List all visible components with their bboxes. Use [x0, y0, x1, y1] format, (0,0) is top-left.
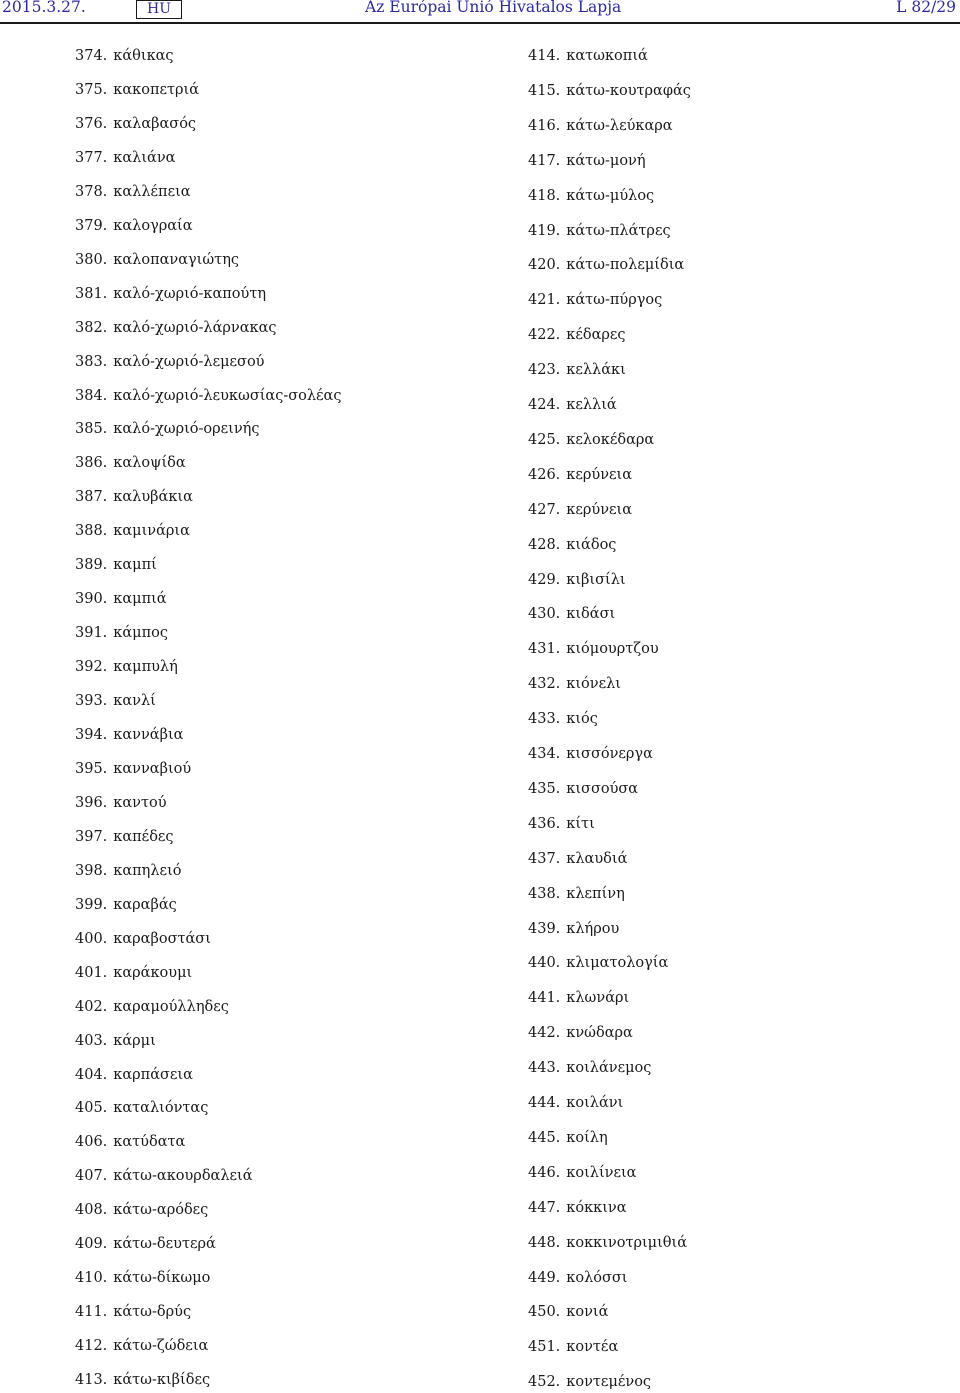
list-item: [75, 793, 167, 813]
list-item: [528, 1268, 628, 1288]
place-name: καμπί: [113, 557, 157, 574]
place-name: κάτω-μονή: [566, 152, 646, 169]
list-item: [75, 623, 168, 643]
list-item: [528, 988, 629, 1008]
list-item: [528, 46, 648, 66]
place-name: κάτω-κιβίδες: [113, 1372, 211, 1389]
page-header: [0, 0, 960, 22]
list-item: [528, 255, 684, 275]
list-item: [75, 453, 186, 473]
list-item: [75, 691, 156, 711]
item-number: 413.: [75, 1372, 108, 1389]
list-item: [75, 1065, 193, 1085]
place-name: κέδαρες: [566, 327, 626, 344]
list-item: [528, 953, 668, 973]
item-number: 449.: [528, 1269, 561, 1286]
list-item: [75, 759, 191, 779]
place-name: κοιλίνεια: [566, 1164, 637, 1181]
list-item: [528, 535, 616, 555]
item-number: 399.: [75, 896, 108, 913]
list-item: [528, 1337, 618, 1357]
item-number: 422.: [528, 327, 561, 344]
place-name: καλυβάκια: [113, 489, 193, 506]
list-item: [75, 963, 192, 983]
list-item: [528, 325, 626, 345]
item-number: 404.: [75, 1066, 108, 1083]
header-divider: [0, 22, 960, 24]
place-name: κάτω-μύλος: [566, 187, 655, 204]
list-item: [528, 1198, 627, 1218]
place-name: κακοπετριά: [113, 81, 200, 98]
list-item: [75, 997, 229, 1017]
item-number: 427.: [528, 501, 561, 518]
list-item: [75, 182, 191, 202]
list-item: [75, 1370, 210, 1390]
list-item: [528, 151, 646, 171]
item-number: 425.: [528, 431, 561, 448]
list-item: [528, 81, 691, 101]
list-item: [75, 386, 341, 406]
list-item: [75, 1166, 253, 1186]
list-item: [75, 250, 239, 270]
item-number: 433.: [528, 711, 561, 728]
item-number: 386.: [75, 455, 108, 472]
item-number: 435.: [528, 780, 561, 797]
item-number: 393.: [75, 693, 108, 710]
list-item: [528, 1023, 633, 1043]
item-number: 451.: [528, 1339, 561, 1356]
list-item: [75, 1336, 208, 1356]
item-number: 428.: [528, 536, 561, 553]
list-item: [75, 318, 277, 338]
list-item: [75, 895, 177, 915]
item-number: 452.: [528, 1374, 561, 1391]
place-name: κοιλάνεμος: [566, 1060, 652, 1077]
item-number: 436.: [528, 815, 561, 832]
place-name: καλαβασός: [113, 115, 197, 132]
item-number: 447.: [528, 1199, 561, 1216]
item-number: 443.: [528, 1060, 561, 1077]
place-name: καλογραία: [113, 217, 193, 234]
item-number: 415.: [528, 82, 561, 99]
place-name: καλό-χωριό-καπούτη: [113, 285, 267, 302]
list-item: [75, 827, 174, 847]
list-item: [75, 1234, 216, 1254]
page-number: L 82/29: [896, 0, 956, 16]
item-number: 444.: [528, 1095, 561, 1111]
list-item: [75, 1302, 191, 1322]
place-name: κιβισίλι: [566, 571, 626, 588]
item-number: 379.: [75, 217, 108, 234]
item-number: 419.: [528, 222, 561, 239]
item-number: 423.: [528, 362, 561, 379]
place-name: κελλιά: [566, 397, 617, 413]
item-number: 434.: [528, 746, 561, 762]
item-number: 407.: [75, 1168, 108, 1185]
item-number: 416.: [528, 117, 561, 134]
list-item: [528, 1058, 651, 1078]
place-name: κόκκινα: [566, 1199, 627, 1216]
item-number: 389.: [75, 557, 108, 574]
list-item: [75, 521, 190, 541]
list-item: [528, 1233, 687, 1253]
item-number: 408.: [75, 1202, 108, 1219]
place-name: καραβοστάσι: [113, 930, 211, 947]
place-name: κάτω-αρόδες: [113, 1202, 209, 1219]
place-name: καμπυλή: [113, 659, 178, 676]
place-name: κιόμουρτζου: [566, 641, 659, 658]
item-number: 391.: [75, 625, 108, 642]
item-number: 448.: [528, 1234, 561, 1251]
item-number: 374.: [75, 48, 108, 64]
item-number: 380.: [75, 251, 108, 268]
item-number: 439.: [528, 920, 561, 937]
item-number: 445.: [528, 1129, 561, 1146]
item-number: 420.: [528, 257, 561, 274]
item-number: 417.: [528, 152, 561, 169]
item-number: 403.: [75, 1032, 108, 1049]
place-name: καλλέπεια: [113, 183, 191, 200]
list-item: [528, 360, 626, 380]
place-name: κάτω-δευτερά: [113, 1236, 216, 1253]
place-name: καντού: [113, 794, 167, 811]
place-name: κοίλη: [566, 1129, 608, 1146]
item-number: 432.: [528, 676, 561, 693]
place-name: καλοψίδα: [113, 455, 186, 472]
item-number: 383.: [75, 353, 108, 370]
list-item: [528, 744, 653, 764]
place-name: καλοπαναγιώτης: [113, 251, 240, 268]
item-number: 410.: [75, 1270, 108, 1287]
place-name: καραμούλληδες: [113, 998, 229, 1015]
list-item: [75, 419, 260, 439]
place-name: κοντεμένος: [566, 1374, 652, 1391]
place-name: καπηλειό: [113, 862, 182, 879]
item-number: 375.: [75, 81, 108, 98]
place-name: κλιματολογία: [566, 955, 669, 972]
place-name: κλωνάρι: [566, 990, 630, 1007]
place-name: κατωκοπιά: [566, 48, 648, 64]
list-item: [75, 1031, 156, 1051]
place-name: καμπιά: [113, 591, 167, 608]
journal-title: Az Európai Unió Hivatalos Lapja: [365, 0, 622, 16]
place-name: κιδάσι: [566, 606, 616, 623]
item-number: 396.: [75, 794, 108, 811]
place-name: κατύδατα: [113, 1134, 186, 1151]
item-number: 440.: [528, 955, 561, 972]
item-number: 421.: [528, 292, 561, 309]
list-item: [528, 465, 632, 485]
place-name: κάτω-πύργος: [566, 292, 663, 309]
place-name: καλό-χωριό-λάρνακας: [113, 319, 277, 336]
item-number: 450.: [528, 1304, 561, 1321]
place-name: κάρμι: [113, 1032, 156, 1049]
list-item: [528, 1302, 608, 1322]
list-item: [528, 814, 595, 834]
list-item: [528, 430, 654, 450]
place-name: κισσούσα: [566, 780, 639, 797]
place-name: καλό-χωριό-ορεινής: [113, 421, 260, 438]
item-number: 388.: [75, 523, 108, 540]
item-number: 438.: [528, 885, 561, 902]
list-item: [528, 500, 632, 520]
item-number: 395.: [75, 760, 108, 777]
list-item: [75, 80, 199, 100]
item-number: 387.: [75, 489, 108, 506]
place-name: καλό-χωριό-λεμεσού: [113, 353, 265, 370]
list-item: [528, 639, 659, 659]
item-number: 405.: [75, 1100, 108, 1117]
list-item: [528, 221, 671, 241]
place-name: κνώδαρα: [566, 1025, 633, 1042]
list-item: [528, 604, 615, 624]
list-item: [75, 216, 193, 236]
list-item: [528, 1163, 636, 1183]
list-item: [528, 1372, 651, 1392]
item-number: 398.: [75, 862, 108, 879]
item-number: 385.: [75, 421, 108, 438]
item-number: 397.: [75, 828, 108, 845]
item-number: 394.: [75, 727, 108, 743]
list-item: [75, 1098, 208, 1118]
list-item: [75, 148, 175, 168]
list-item: [528, 186, 654, 206]
item-number: 424.: [528, 397, 561, 413]
list-item: [528, 849, 627, 869]
place-name: κοντέα: [566, 1339, 619, 1356]
place-name: καρπάσεια: [113, 1066, 193, 1083]
list-item: [75, 555, 157, 575]
place-name: κελοκέδαρα: [566, 431, 655, 448]
item-number: 418.: [528, 187, 561, 204]
list-item: [75, 284, 266, 304]
publication-date: 2015.3.27.: [2, 0, 86, 16]
item-number: 401.: [75, 964, 108, 981]
place-name: κοιλάνι: [566, 1095, 624, 1111]
list-item: [528, 1093, 623, 1113]
item-number: 409.: [75, 1236, 108, 1253]
place-name: καταλιόντας: [113, 1100, 209, 1117]
place-name: καραβάς: [113, 896, 177, 913]
place-name: κίτι: [566, 815, 595, 832]
list-item: [528, 395, 617, 415]
place-name: κάτω-δίκωμο: [113, 1270, 211, 1287]
item-number: 441.: [528, 990, 561, 1007]
list-item: [528, 709, 598, 729]
list-item: [528, 1128, 608, 1148]
item-number: 376.: [75, 115, 108, 132]
list-item: [75, 657, 178, 677]
list-item: [75, 1200, 208, 1220]
item-number: 430.: [528, 606, 561, 623]
item-number: 429.: [528, 571, 561, 588]
list-item: [75, 114, 196, 134]
place-name: κάτω-λεύκαρα: [566, 117, 673, 134]
place-name: κοκκινοτριμιθιά: [566, 1234, 687, 1251]
item-number: 400.: [75, 930, 108, 947]
place-name: κερύνεια: [566, 501, 633, 518]
place-name: κάθικας: [113, 48, 174, 64]
place-name: κάτω-κουτραφάς: [566, 82, 691, 99]
item-number: 412.: [75, 1338, 108, 1355]
place-name: κάτω-ακουρδαλειά: [113, 1168, 253, 1185]
place-name: καλό-χωριό-λευκωσίας-σολέας: [113, 387, 342, 404]
place-name: κιός: [566, 711, 598, 728]
place-name: κλεπίνη: [566, 885, 625, 902]
list-item: [528, 779, 638, 799]
place-name: κλήρου: [566, 920, 620, 937]
item-number: 402.: [75, 998, 108, 1015]
list-item: [75, 46, 174, 66]
list-item: [75, 1132, 185, 1152]
item-number: 382.: [75, 319, 108, 336]
place-name: καράκουμι: [113, 964, 193, 981]
list-item: [75, 487, 193, 507]
list-item: [528, 290, 662, 310]
place-name: κάτω-πλάτρες: [566, 222, 671, 239]
list-item: [75, 861, 182, 881]
list-item: [528, 919, 619, 939]
item-number: 392.: [75, 659, 108, 676]
place-name: κελλάκι: [566, 362, 626, 379]
place-name: κάτω-ζώδεια: [113, 1338, 209, 1355]
list-item: [528, 570, 626, 590]
item-number: 390.: [75, 591, 108, 608]
list-item: [528, 884, 625, 904]
item-number: 377.: [75, 149, 108, 166]
list-item: [528, 116, 673, 136]
place-name: καπέδες: [113, 828, 174, 845]
place-name: κερύνεια: [566, 466, 633, 483]
item-number: 437.: [528, 850, 561, 867]
item-number: 411.: [75, 1304, 108, 1321]
list-item: [75, 352, 265, 372]
item-number: 384.: [75, 387, 108, 404]
place-name: κιάδος: [566, 536, 617, 553]
place-name: καννάβια: [113, 727, 184, 743]
item-number: 378.: [75, 183, 108, 200]
item-number: 446.: [528, 1164, 561, 1181]
place-name: κάτω-δρύς: [113, 1304, 192, 1321]
language-badge: HU: [136, 0, 182, 19]
place-name: κιόνελι: [566, 676, 621, 693]
item-number: 442.: [528, 1025, 561, 1042]
place-name: κολόσσι: [566, 1269, 628, 1286]
list-item: [75, 589, 167, 609]
place-name: κανναβιού: [113, 760, 192, 777]
list-item: [75, 725, 183, 745]
list-item: [75, 1268, 210, 1288]
place-name: κανλί: [113, 693, 156, 710]
item-number: 414.: [528, 48, 561, 64]
place-name: κονιά: [566, 1304, 609, 1321]
item-number: 426.: [528, 466, 561, 483]
list-item: [528, 674, 621, 694]
item-number: 381.: [75, 285, 108, 302]
item-number: 406.: [75, 1134, 108, 1151]
place-name: καλιάνα: [113, 149, 176, 166]
list-item: [75, 929, 211, 949]
place-name: κισσόνεργα: [566, 746, 653, 762]
item-number: 431.: [528, 641, 561, 658]
place-name: καμινάρια: [113, 523, 190, 540]
place-name: κάτω-πολεμίδια: [566, 257, 685, 274]
place-name: κλαυδιά: [566, 850, 628, 867]
place-name: κάμπος: [113, 625, 168, 642]
